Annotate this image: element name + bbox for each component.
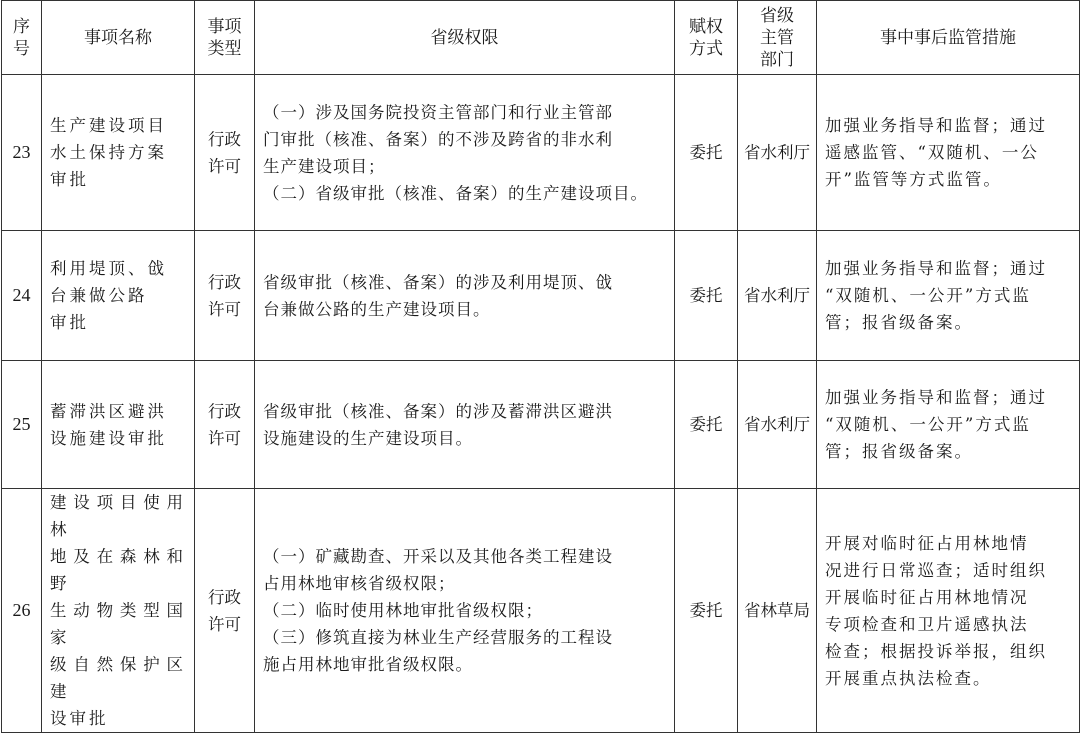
provincial-authority: （一）涉及国务院投资主管部门和行业主管部 门审批（核准、备案）的不涉及跨省的非水利 生产建设项目； （二）省级审批（核准、备案）的生产建设项目。 bbox=[255, 75, 675, 231]
grant-mode: 委托 bbox=[675, 75, 738, 231]
provincial-authority: 省级审批（核准、备案）的涉及蓄滞洪区避洪 设施建设的生产建设项目。 bbox=[255, 361, 675, 489]
supervision-measures: 开展对临时征占用林地情 况进行日常巡查；适时组织 开展临时征占用林地情况 专项检查和卫片遥感执法 检查；根据投诉举报，组织 开展重点执法检查。 bbox=[817, 489, 1080, 733]
header-mode: 赋权 方式 bbox=[675, 1, 738, 75]
row-number: 25 bbox=[2, 361, 42, 489]
header-type: 事项 类型 bbox=[195, 1, 255, 75]
department: 省水利厅 bbox=[738, 75, 817, 231]
row-number: 23 bbox=[2, 75, 42, 231]
header-measures: 事中事后监管措施 bbox=[817, 1, 1080, 75]
item-type: 行政 许可 bbox=[195, 361, 255, 489]
department: 省水利厅 bbox=[738, 231, 817, 361]
item-type: 行政 许可 bbox=[195, 489, 255, 733]
item-name: 利用堤顶、戗 台兼做公路 审批 bbox=[42, 231, 195, 361]
table-row bbox=[2, 75, 1080, 231]
header-authority: 省级权限 bbox=[255, 1, 675, 75]
provincial-authority: （一）矿藏勘查、开采以及其他各类工程建设 占用林地审核省级权限； （二）临时使用林地审批省级权限； （三）修筑直接为林业生产经营服务的工程设 施占用林地审批省级权限。 bbox=[255, 489, 675, 733]
row-number: 26 bbox=[2, 489, 42, 733]
item-name: 生产建设项目 水土保持方案 审批 bbox=[42, 75, 195, 231]
header-dept: 省级 主管 部门 bbox=[738, 1, 817, 75]
table-row bbox=[2, 489, 1080, 733]
grant-mode: 委托 bbox=[675, 489, 738, 733]
supervision-measures: 加强业务指导和监督；通过 遥感监管、“双随机、一公 开”监管等方式监管。 bbox=[817, 75, 1080, 231]
grant-mode: 委托 bbox=[675, 231, 738, 361]
department: 省水利厅 bbox=[738, 361, 817, 489]
department: 省林草局 bbox=[738, 489, 817, 733]
item-name: 建设项目使用林 地及在森林和野 生动物类型国家 级自然保护区建 设审批 bbox=[42, 489, 195, 733]
provincial-authority: 省级审批（核准、备案）的涉及利用堤顶、戗 台兼做公路的生产建设项目。 bbox=[255, 231, 675, 361]
item-name: 蓄滞洪区避洪 设施建设审批 bbox=[42, 361, 195, 489]
table-row bbox=[2, 361, 1080, 489]
supervision-measures: 加强业务指导和监督；通过 “双随机、一公开”方式监 管；报省级备案。 bbox=[817, 231, 1080, 361]
authority-table bbox=[1, 0, 1080, 733]
table-row bbox=[2, 231, 1080, 361]
header-row bbox=[2, 1, 1080, 75]
supervision-measures: 加强业务指导和监督；通过 “双随机、一公开”方式监 管；报省级备案。 bbox=[817, 361, 1080, 489]
item-type: 行政 许可 bbox=[195, 231, 255, 361]
header-name: 事项名称 bbox=[42, 1, 195, 75]
item-type: 行政 许可 bbox=[195, 75, 255, 231]
grant-mode: 委托 bbox=[675, 361, 738, 489]
header-no: 序 号 bbox=[2, 1, 42, 75]
row-number: 24 bbox=[2, 231, 42, 361]
